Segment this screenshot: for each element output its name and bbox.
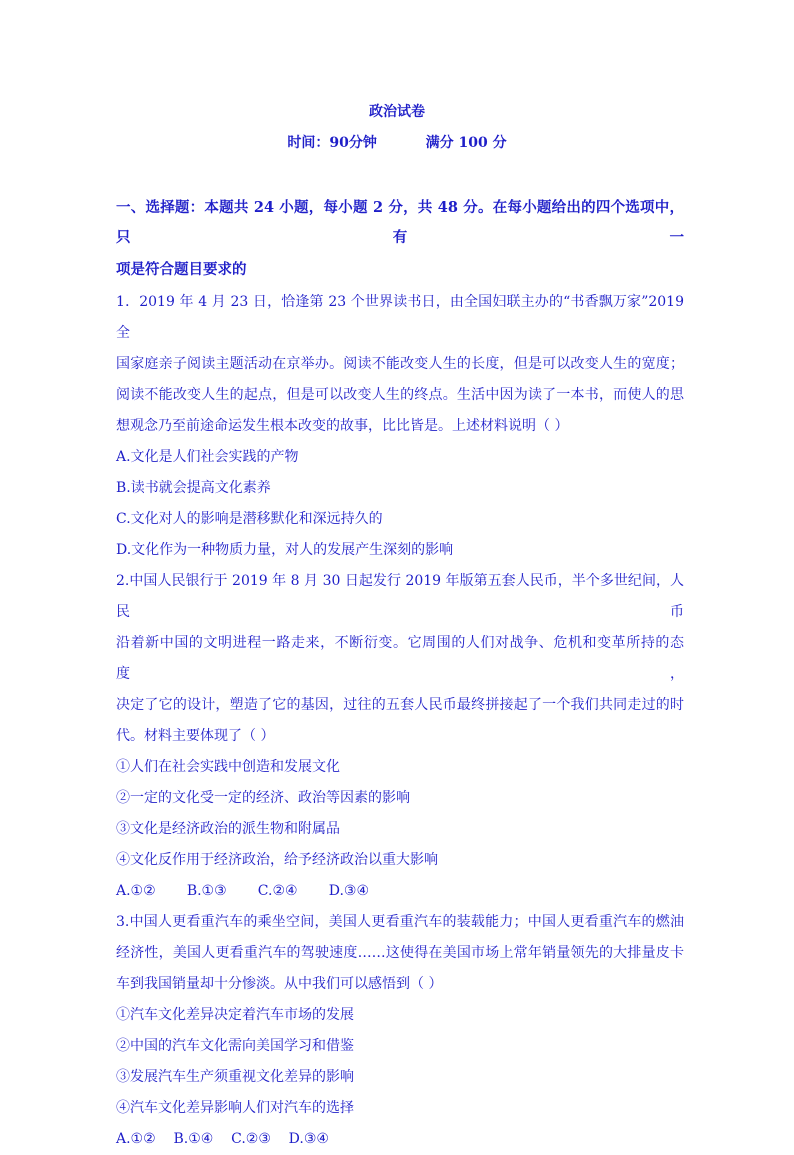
- question-1: [116, 287, 684, 566]
- statement-2: ②一定的文化受一定的经济、政治等因素的影响: [116, 790, 410, 806]
- exam-content: [116, 193, 684, 1155]
- statement-3: ③文化是经济政治的派生物和附属品: [116, 821, 340, 837]
- question-stem-line: 代。材料主要体现了（ ）: [116, 728, 275, 744]
- answer-choices: A.①② B.①④ C.②③ D.③④: [116, 1131, 329, 1147]
- statement-1: ①人们在社会实践中创造和发展文化: [116, 759, 340, 775]
- question-stem-line: 1．2019 年 4 月 23 日，恰逢第 23 个世界读书日，由全国妇联主办的“书香飘万家”2019 全: [116, 294, 684, 341]
- answer-choices: A.①② B.①③ C.②④ D.③④: [116, 883, 369, 899]
- option-d: D.文化作为一种物质力量，对人的发展产生深刻的影响: [116, 542, 454, 558]
- question-stem-line: 决定了它的设计，塑造了它的基因，过往的五套人民币最终拼接起了一个我们共同走过的时: [116, 697, 684, 713]
- question-3: [116, 907, 684, 1155]
- question-stem-line: 阅读不能改变人生的起点，但是可以改变人生的终点。生活中因为读了一本书，而使人的思: [116, 387, 684, 403]
- question-stem-line: 沿着新中国的文明进程一路走来，不断衍变。它周围的人们对战争、危机和变革所持的态度，: [116, 635, 684, 682]
- statement-2: ②中国的汽车文化需向美国学习和借鉴: [116, 1038, 354, 1054]
- question-stem-line: 车到我国销量却十分惨淡。从中我们可以感悟到（ ）: [116, 976, 443, 992]
- statement-4: ④文化反作用于经济政治，给予经济政治以重大影响: [116, 852, 438, 868]
- statement-3: ③发展汽车生产须重视文化差异的影响: [116, 1069, 354, 1085]
- statement-1: ①汽车文化差异决定着汽车市场的发展: [116, 1007, 354, 1023]
- statement-4: ④汽车文化差异影响人们对汽车的选择: [116, 1100, 354, 1116]
- option-b: B.读书就会提高文化素养: [116, 480, 271, 496]
- question-2: [116, 566, 684, 907]
- question-stem-line: 国家庭亲子阅读主题活动在京举办。阅读不能改变人生的长度，但是可以改变人生的宽度；: [116, 356, 684, 372]
- question-stem-line: 2.中国人民银行于 2019 年 8 月 30 日起发行 2019 年版第五套人民币，半个多世纪间，人民币: [116, 573, 684, 620]
- section-header: [116, 193, 684, 285]
- question-stem-line: 经济性，美国人更看重汽车的驾驶速度……这使得在美国市场上常年销量领先的大排量皮卡: [116, 945, 684, 961]
- section-header-line: 项是符合题目要求的: [116, 261, 247, 278]
- option-c: C.文化对人的影响是潜移默化和深远持久的: [116, 511, 383, 527]
- question-stem-line: 想观念乃至前途命运发生根本改变的故事，比比皆是。上述材料说明（ ）: [116, 418, 569, 434]
- section-header-line: 一、选择题：本题共 24 小题，每小题 2 分，共 48 分。在每小题给出的四个选项中，只有一: [116, 199, 684, 246]
- question-stem-line: 3.中国人更看重汽车的乘坐空间，美国人更看重汽车的装载能力；中国人更看重汽车的燃油: [116, 914, 684, 930]
- exam-time-and-score: 时间：90分钟 满分 100 分: [287, 135, 507, 151]
- page-title: 政治试卷: [369, 104, 425, 120]
- option-a: A.文化是人们社会实践的产物: [116, 449, 299, 465]
